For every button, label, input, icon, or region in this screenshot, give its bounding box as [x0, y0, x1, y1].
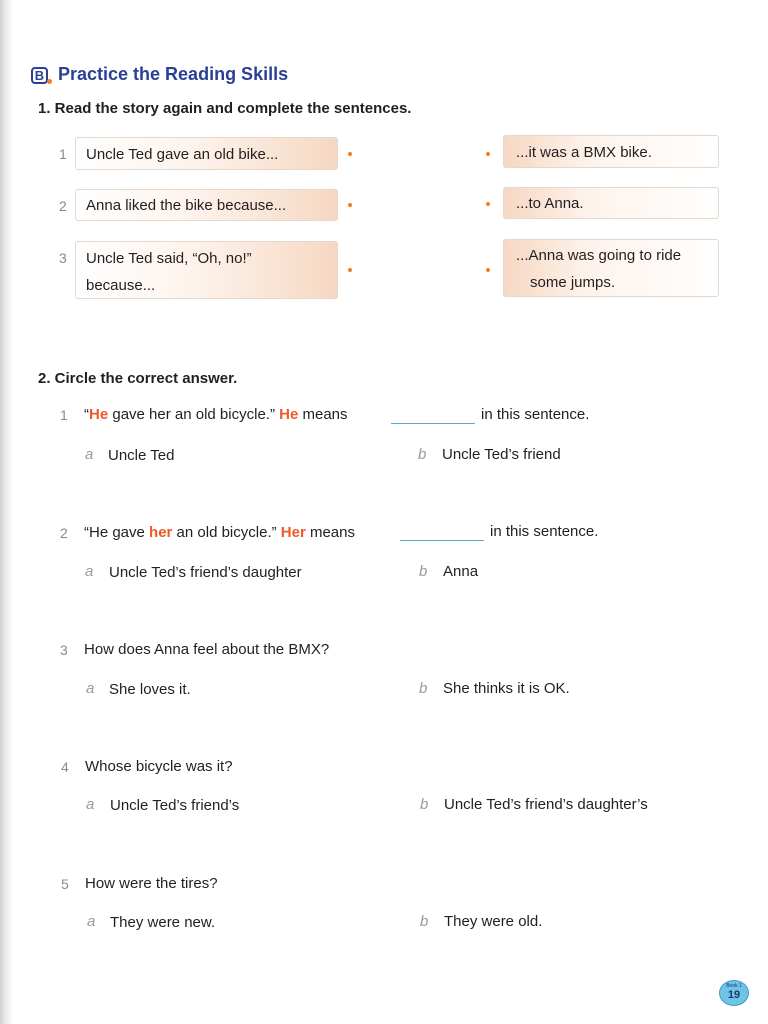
match-left-dot-2[interactable]: [348, 203, 352, 207]
page-number-badge: [719, 980, 749, 1006]
match-right-dot-2[interactable]: [486, 202, 490, 206]
question-text-part: gave her an old bicycle.”: [108, 406, 280, 423]
match-left-text: Uncle Ted said, “Oh, no!”: [86, 250, 252, 267]
option-b[interactable]: Uncle Ted’s friend’s daughter’s: [444, 796, 648, 813]
option-a[interactable]: Uncle Ted: [108, 447, 175, 464]
question-text-part: in this sentence.: [481, 406, 590, 423]
option-letter-a: a: [86, 796, 95, 813]
option-b[interactable]: Anna: [443, 563, 479, 580]
option-letter-b: b: [418, 446, 427, 463]
match-left-text: Anna liked the bike because...: [86, 197, 287, 214]
option-letter-b: b: [419, 563, 428, 580]
option-letter-b: b: [420, 913, 429, 930]
match-left-text: Uncle Ted gave an old bike...: [86, 146, 279, 163]
question-text-part: means: [298, 406, 348, 423]
question-text-part: in this sentence.: [490, 523, 599, 540]
page-number: 19: [727, 989, 741, 1001]
section-dot-icon: [47, 79, 52, 84]
match-left-text: because...: [86, 277, 156, 294]
question-5-text: How were the tires?: [85, 875, 218, 892]
exercise-1-title: 1. Read the story again and complete the sentences.: [38, 100, 412, 117]
match-right-text: ...to Anna.: [516, 195, 584, 212]
option-letter-a: a: [86, 680, 95, 697]
option-b[interactable]: She thinks it is OK.: [443, 680, 570, 697]
question-text-part: “He gave: [84, 524, 150, 541]
option-b[interactable]: They were old.: [444, 913, 543, 930]
question-text-part: means: [305, 524, 355, 541]
question-text-part: “: [84, 406, 89, 423]
section-title: Practice the Reading Skills: [58, 64, 289, 84]
answer-blank[interactable]: [391, 423, 475, 424]
option-a[interactable]: Uncle Ted’s friend’s daughter: [109, 564, 302, 581]
match-left-box-3: [75, 241, 338, 299]
match-left-box-1: [75, 137, 338, 170]
option-letter-a: a: [87, 913, 96, 930]
option-letter-b: b: [419, 680, 428, 697]
match-right-text: some jumps.: [530, 274, 616, 291]
match-left-dot-1[interactable]: [348, 152, 352, 156]
question-2-text: [84, 524, 355, 541]
question-1-text: [84, 406, 348, 423]
match-right-box-2: [503, 187, 719, 219]
option-letter-a: a: [85, 446, 94, 463]
question-number: 1: [60, 407, 68, 423]
match-right-dot-1[interactable]: [486, 152, 490, 156]
question-number: 2: [60, 525, 68, 541]
question-number: 4: [61, 759, 69, 775]
match-number: 2: [59, 198, 67, 214]
option-a[interactable]: Uncle Ted’s friend’s: [110, 797, 240, 814]
question-text-part: an old bicycle.”: [172, 524, 281, 541]
match-right-dot-3[interactable]: [486, 268, 490, 272]
question-3-text: How does Anna feel about the BMX?: [84, 641, 330, 658]
match-right-text: ...Anna was going to ride: [516, 247, 682, 264]
question-4-text: Whose bicycle was it?: [85, 758, 233, 775]
match-left-box-2: [75, 189, 338, 221]
highlight-word: He: [279, 406, 299, 423]
option-a[interactable]: They were new.: [110, 914, 216, 931]
option-letter-a: a: [85, 563, 94, 580]
section-letter-badge: B: [31, 67, 48, 84]
highlight-word: her: [149, 524, 173, 541]
book-spine-shadow: [0, 0, 14, 1024]
highlight-word: Her: [280, 524, 306, 541]
match-left-dot-3[interactable]: [348, 268, 352, 272]
question-number: 3: [60, 642, 68, 658]
book-label: Book 1: [726, 983, 742, 989]
match-right-box-3: [503, 239, 719, 297]
question-number: 5: [61, 876, 69, 892]
match-right-text: ...it was a BMX bike.: [516, 144, 652, 161]
option-letter-b: b: [420, 796, 429, 813]
exercise-2-title: 2. Circle the correct answer.: [38, 370, 238, 387]
option-b[interactable]: Uncle Ted’s friend: [442, 446, 561, 463]
highlight-word: He: [89, 406, 109, 423]
answer-blank[interactable]: [400, 540, 484, 541]
match-number: 3: [59, 250, 67, 266]
match-number: 1: [59, 146, 67, 162]
match-right-box-1: [503, 135, 719, 168]
option-a[interactable]: She loves it.: [109, 681, 191, 698]
